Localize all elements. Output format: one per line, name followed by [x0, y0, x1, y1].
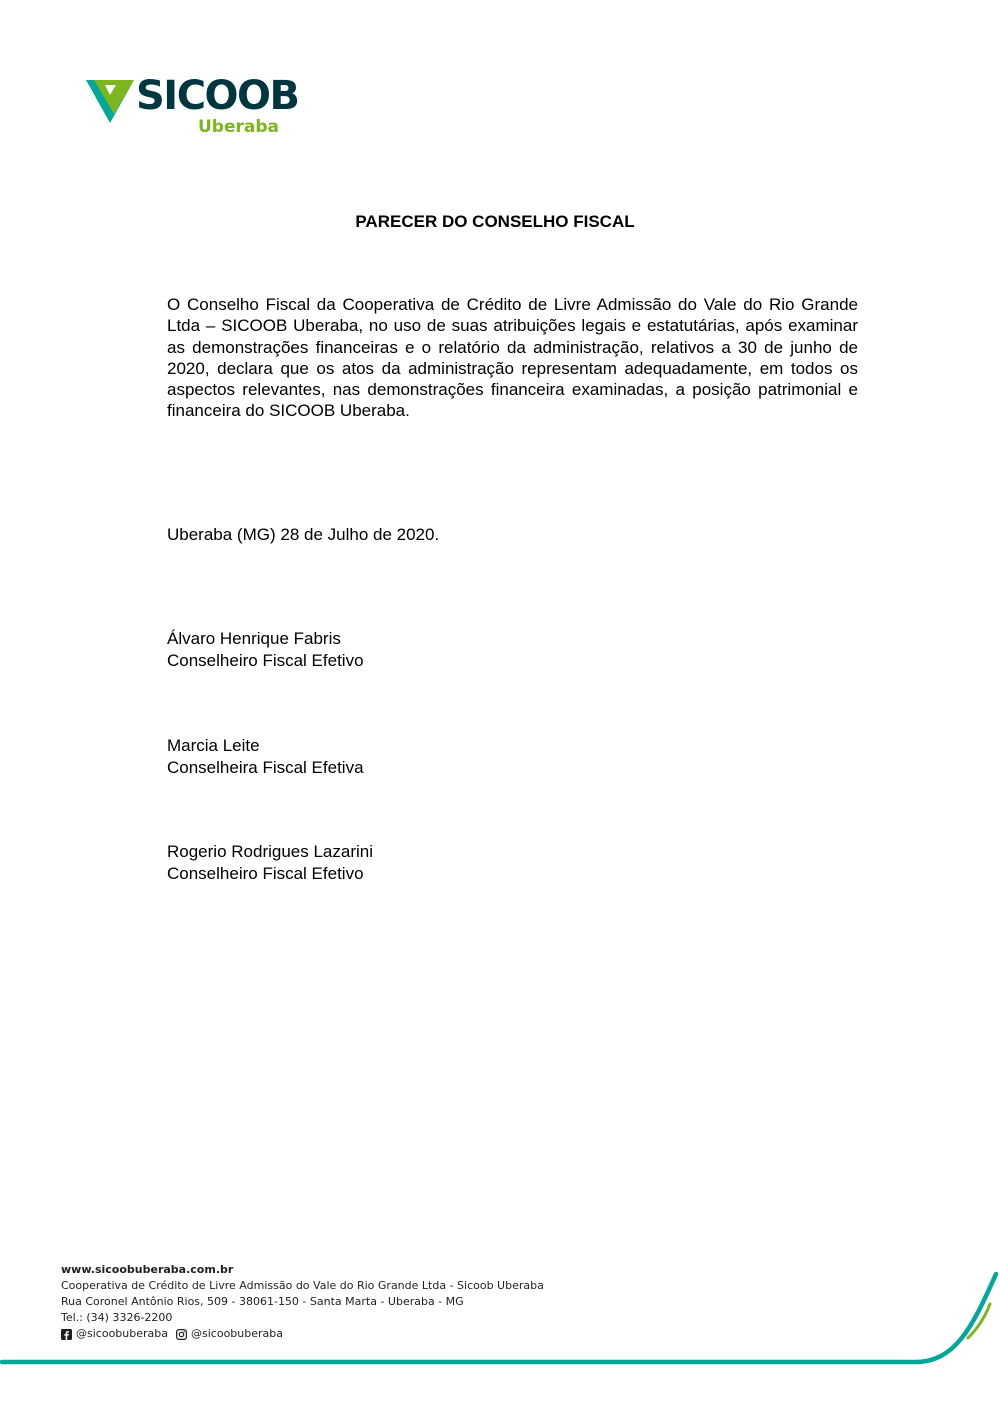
document-body: O Conselho Fiscal da Cooperativa de Crédito de Livre Admissão do Vale do Rio Grande Ltda – SICOOB Uberaba, no uso de suas atribuições legais e estatutárias, após examinar as demonstrações financeiras e o relatório da administração, relativos a 30 de junho de 2020, declara que os atos da administração representam adequadamente, em todos os aspectos relevantes, nas demonstrações financeira examinadas, a posição patrimonial e financeira do SICOOB Uberaba. [167, 295, 858, 421]
signer-role: Conselheiro Fiscal Efetivo [167, 863, 364, 883]
signer-name: Álvaro Henrique Fabris [167, 629, 341, 648]
footer-address: Rua Coronel Antônio Rios, 509 - 38061-150 - Santa Marta - Uberaba - MG [61, 1295, 464, 1308]
signer-name: Rogerio Rodrigues Lazarini [167, 842, 374, 861]
footer-facebook-handle[interactable]: @sicoobuberaba [76, 1327, 168, 1340]
footer-company: Cooperativa de Crédito de Livre Admissão do Vale do Rio Grande Ltda - Sicoob Uberaba [61, 1279, 544, 1292]
footer-instagram-handle[interactable]: @sicoobuberaba [191, 1327, 283, 1340]
footer-website-link[interactable]: www.sicoobuberaba.com.br [61, 1263, 234, 1276]
signer-block [167, 841, 373, 884]
brand-name: SICOOB [136, 73, 299, 119]
signer-role: Conselheira Fiscal Efetiva [167, 757, 364, 777]
signer-role: Conselheiro Fiscal Efetivo [167, 650, 364, 670]
sicoob-logo-mark-icon [84, 76, 136, 124]
signer-block [167, 628, 364, 671]
place-date: Uberaba (MG) 28 de Julho de 2020. [167, 525, 440, 544]
sicoob-logo [84, 73, 299, 140]
footer-phone: Tel.: (34) 3326-2200 [61, 1311, 173, 1324]
signer-block [167, 735, 364, 778]
brand-city: Uberaba [198, 117, 279, 137]
signer-name: Marcia Leite [167, 736, 260, 755]
document-title: PARECER DO CONSELHO FISCAL [355, 212, 635, 231]
footer-wave-decoration [0, 1268, 1000, 1368]
